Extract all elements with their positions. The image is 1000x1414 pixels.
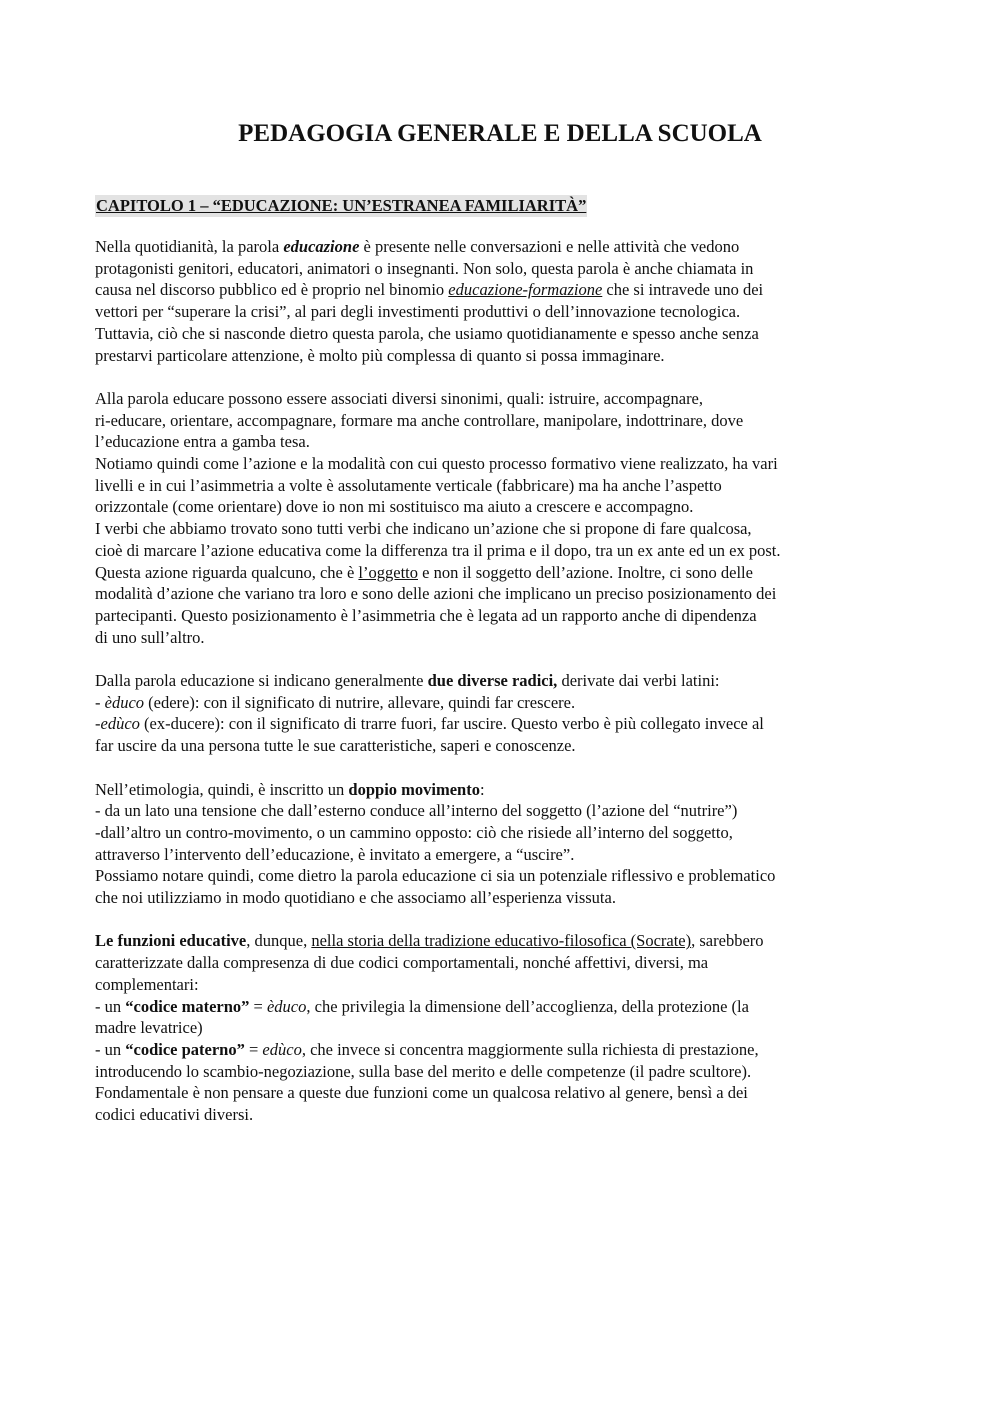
text-line: attraverso l’intervento dell’educazione, è invitato a emergere, a “uscire”. — [95, 844, 575, 864]
text-line: protagonisti genitori, educatori, animatori o insegnanti. Non solo, questa parola è anche chiamata in — [95, 258, 754, 278]
text-line: Possiamo notare quindi, come dietro la parola educazione ci sia un potenziale riflessivo e problematico — [95, 866, 776, 886]
text-run: derivate dai verbi latini: — [557, 671, 720, 691]
list-item — [95, 692, 915, 714]
text-run: e non il soggetto dell’azione. Inoltre, ci sono delle — [418, 562, 753, 582]
text-line: vettori per “superare la crisi”, al pari degli investimenti produttivi o dell’innovazione tecnologica. — [95, 302, 741, 322]
text-run: è presente nelle conversazioni e nelle attività che vedono — [359, 237, 740, 256]
text-line — [95, 779, 915, 801]
term-educo: èduco — [104, 692, 145, 712]
emphasis-oggetto: l’oggetto — [358, 562, 418, 582]
text-line: codici educativi diversi. — [95, 1105, 254, 1125]
text-line — [95, 279, 915, 301]
text-run: , che invece si concentra maggiormente sulla richiesta di prestazione, — [301, 1039, 759, 1059]
text-line: partecipanti. Questo posizionamento è l’asimmetria che è legata ad un rapporto anche di dipendenza — [95, 605, 757, 625]
text-run: che si intravede uno dei — [602, 280, 764, 300]
text-run: , che privilegia la dimensione dell’accoglienza, della protezione (la — [306, 996, 749, 1016]
text-line: cioè di marcare l’azione educativa come la differenza tra il prima e il dopo, tra un ex ante ed un ex post. — [95, 540, 781, 560]
term-educo-accent: edùco — [100, 714, 140, 734]
text-line: modalità d’azione che variano tra loro e sono delle azioni che implicano un preciso posizionamento dei — [95, 584, 777, 604]
paragraph-roots — [95, 670, 915, 757]
text-line — [95, 236, 915, 258]
text-run: = — [244, 1039, 263, 1059]
text-run: (edere): con il significato di nutrire, allevare, quindi far crescere. — [144, 692, 576, 712]
text-line: Tuttavia, ciò che si nasconde dietro questa parola, che usiamo quotidianamente e spesso anche senza — [95, 323, 759, 343]
text-run: - — [95, 714, 101, 734]
text-line — [95, 562, 915, 584]
text-run: (ex-ducere): con il significato di trarre fuori, far uscire. Questo verbo è più collegato invece al — [139, 714, 764, 734]
text-line: complementari: — [95, 974, 199, 994]
text-line: Alla parola educare possono essere associati diversi sinonimi, quali: istruire, accompagnare, — [95, 388, 704, 408]
document-title: PEDAGOGIA GENERALE E DELLA SCUOLA — [238, 120, 762, 147]
text-run: Nella quotidianità, la parola — [95, 237, 284, 256]
text-line: Fondamentale è non pensare a queste due funzioni come un qualcosa relativo al genere, bensì a dei — [95, 1083, 748, 1103]
text-run: causa nel discorso pubblico ed è proprio nel binomio — [95, 280, 449, 300]
document-body — [95, 236, 915, 1147]
text-line: orizzontale (come orientare) dove io non mi sostituisco ma aiuto a crescere e accompagno. — [95, 497, 694, 517]
emphasis-doppio-movimento: doppio movimento — [348, 779, 480, 799]
text-run: Nell’etimologia, quindi, è inscritto un — [95, 779, 349, 799]
emphasis-tradizione-socrate: nella storia della tradizione educativo-filosofica (Socrate) — [311, 931, 692, 951]
emphasis-educazione-formazione: educazione-formazione — [448, 280, 603, 300]
text-line — [95, 930, 915, 952]
text-run: - — [95, 692, 105, 712]
text-line: ri-educare, orientare, accompagnare, formare ma anche controllare, manipolare, indottrinare, dove — [95, 410, 744, 430]
list-item — [95, 1039, 915, 1061]
text-run: - un — [95, 1039, 126, 1059]
text-run: Dalla parola educazione si indicano generalmente — [95, 671, 428, 691]
text-line: l’educazione entra a gamba tesa. — [95, 432, 310, 452]
text-line: che noi utilizziamo in modo quotidiano e che associamo all’esperienza vissuta. — [95, 888, 616, 908]
text-run: : — [479, 779, 485, 799]
text-line: caratterizzate dalla compresenza di due codici comportamentali, nonché affettivi, diversi, ma — [95, 953, 709, 973]
text-run: - un — [95, 996, 126, 1016]
text-line: madre levatrice) — [95, 1018, 203, 1038]
emphasis-codice-materno: “codice materno” — [125, 996, 250, 1016]
list-item: -dall’altro un contro-movimento, o un cammino opposto: ciò che risiede all’interno del soggetto, — [95, 822, 733, 842]
paragraph-synonyms — [95, 388, 915, 648]
emphasis-educazione: educazione — [283, 237, 360, 256]
chapter-heading: CAPITOLO 1 – “EDUCAZIONE: UN’ESTRANEA FAMILIARITÀ” — [96, 196, 587, 215]
paragraph-functions — [95, 930, 915, 1125]
list-item — [95, 713, 915, 735]
text-line: livelli e in cui l’asimmetria a volte è assolutamente verticale (fabbricare) ma ha anche l’aspetto — [95, 475, 722, 495]
emphasis-codice-paterno: “codice paterno” — [125, 1039, 245, 1059]
text-line: Notiamo quindi come l’azione e la modalità con cui questo processo formativo viene realizzato, ha vari — [95, 454, 778, 474]
text-run: , sarebbero — [691, 931, 764, 951]
paragraph-introduction — [95, 236, 915, 366]
emphasis-funzioni-educative: Le funzioni educative — [95, 931, 247, 951]
list-item: - da un lato una tensione che dall’esterno conduce all’interno del soggetto (l’azione del “nutrire”) — [95, 801, 738, 821]
text-line: I verbi che abbiamo trovato sono tutti verbi che indicano un’azione che si propone di fare qualcosa, — [95, 519, 752, 539]
text-line: far uscire da una persona tutte le sue caratteristiche, saperi e conoscenze. — [95, 736, 576, 756]
term-educo-accent: edùco — [262, 1039, 302, 1059]
emphasis-due-radici: due diverse radici, — [427, 671, 558, 691]
text-line: prestarvi particolare attenzione, è molto più complessa di quanto si possa immaginare. — [95, 345, 665, 365]
text-run: , dunque, — [246, 931, 312, 951]
text-line: introducendo lo scambio-negoziazione, sulla base del merito e delle competenze (il padre scultore). — [95, 1061, 752, 1081]
text-line: di uno sull’altro. — [95, 627, 205, 647]
list-item — [95, 996, 915, 1018]
paragraph-etymology — [95, 779, 915, 909]
text-line — [95, 670, 915, 692]
text-run: = — [249, 996, 267, 1016]
text-run: Questa azione riguarda qualcuno, che è — [95, 562, 359, 582]
term-educo: èduco — [266, 996, 307, 1016]
